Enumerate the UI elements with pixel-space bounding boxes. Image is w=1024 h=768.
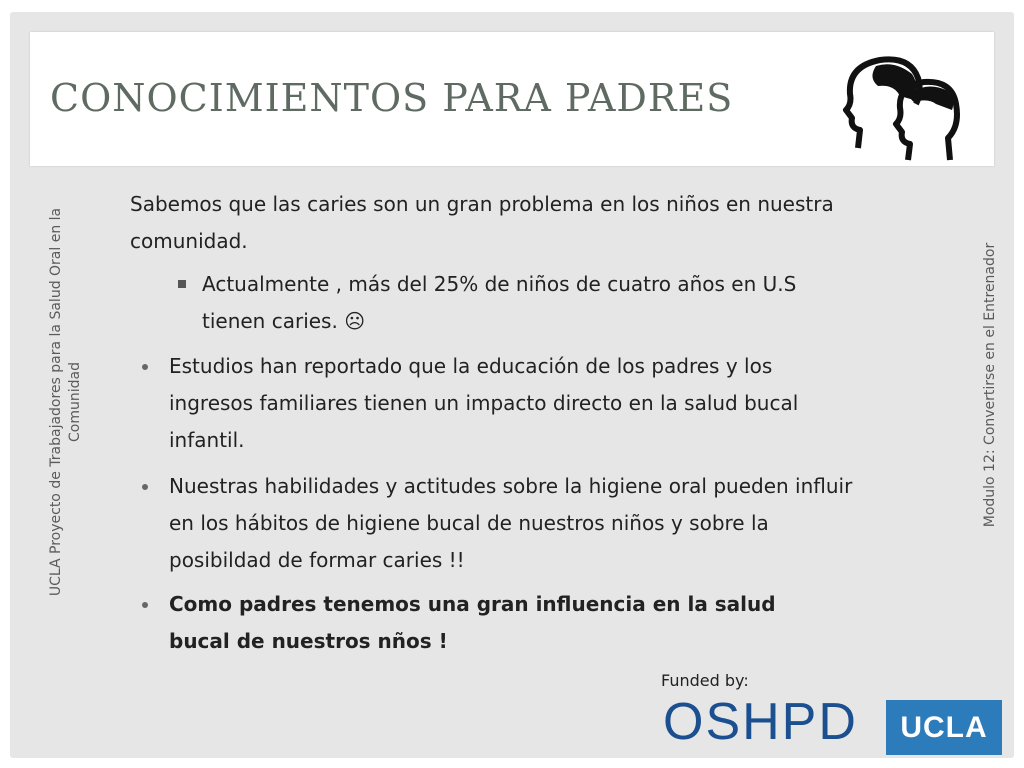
two-heads-icon [838,48,968,166]
ucla-logo-text: UCLA [900,710,988,744]
bullet-dot-icon [142,602,148,608]
ucla-logo [886,700,1002,755]
square-bullet-icon [178,280,186,288]
right-footer-vertical [978,210,1002,570]
left-footer-line1: UCLA Proyecto de Trabajadores para la Salud Oral en la [48,207,64,597]
slide-title: CONOCIMIENTOS PARA PADRES [50,76,734,120]
bullet-item-3: Como padres tenemos una gran influencia en la salud bucal de nuestros nños ! [169,592,776,653]
bullet-dot-icon [142,484,148,490]
bullet-item-2: Nuestras habilidades y actitudes sobre la higiene oral pueden influir en los hábitos de higiene bucal de nuestros niños y sobre la posibildad de formar caries !! [169,474,853,572]
funded-by-label: Funded by: [661,671,749,690]
sub-bullet-text: Actualmente , más del 25% de niños de cuatro años en U.S tienen caries. ☹ [202,272,797,333]
oshpd-logo: OSHPD [663,693,858,751]
bullet-dot-icon [142,364,148,370]
left-footer-vertical [45,170,87,635]
module-label: Modulo 12: Convertirse en el Entrenador [982,242,998,528]
bullet-item-1: Estudios han reportado que la educación de los padres y los ingresos familiares tienen un impacto directo en la salud bucal infantil. [169,354,799,452]
left-footer-line2: Comunidad [67,362,83,442]
intro-paragraph: Sabemos que las caries son un gran problema en los niños en nuestra comunidad. [130,192,834,253]
